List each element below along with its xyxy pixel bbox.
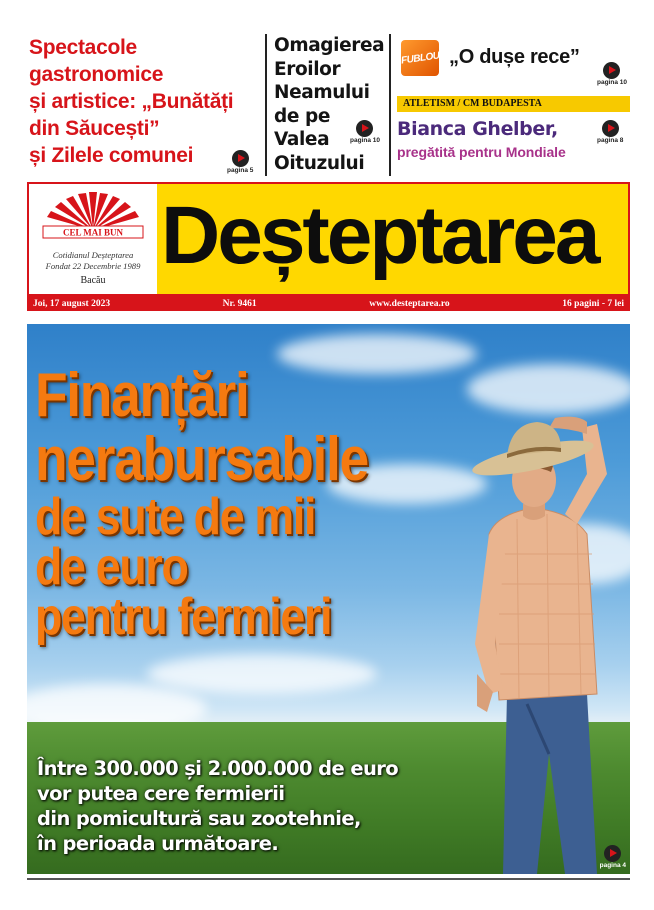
teaser-dus-rece[interactable]: „O dușe rece” (449, 46, 580, 68)
teaser-right (397, 32, 630, 178)
page-ref-oituz[interactable] (350, 120, 380, 145)
play-arrow-icon (602, 120, 619, 137)
logo-text: CEL MAI BUN (62, 227, 124, 238)
hero-sub-line: din pomicultură sau zootehnie, (37, 807, 361, 830)
page-ref-label: pagina 10 (597, 79, 627, 86)
hero-headline-line: pentru fermieri (35, 588, 332, 646)
teaser-bianca-subline[interactable]: pregătită pentru Mondiale (397, 144, 566, 160)
newspaper-title[interactable]: Deșteptarea (161, 190, 598, 281)
farmer-illustration (437, 394, 627, 874)
city-label: Bacău (80, 275, 106, 286)
issue-number: Nr. 9461 (222, 298, 257, 309)
hero-story[interactable] (27, 324, 630, 874)
play-arrow-icon (604, 845, 621, 862)
issue-date: Joi, 17 august 2023 (33, 298, 111, 309)
hero-sub-line: Între 300.000 și 2.000.000 de euro (37, 757, 399, 780)
teaser-saucesti-line: și artistice: „Bunătăți (29, 90, 234, 113)
hero-headline-line: de sute de mii (35, 488, 316, 546)
hero-headline-line: de euro (35, 538, 188, 596)
sunburst-logo-icon (36, 190, 150, 248)
website-link[interactable]: www.desteptarea.ro (369, 298, 450, 309)
page-ref-label: pagina 5 (227, 167, 254, 174)
page-ref-saucesti[interactable] (227, 150, 253, 175)
hero-subheadline (37, 756, 398, 856)
page-ref-label: pagina 4 (599, 862, 626, 869)
fublou-logo-text: FUBLOU (400, 49, 440, 67)
hero-headline (35, 361, 422, 646)
caption-line: Fondat 22 Decembrie 1989 (45, 260, 141, 271)
teaser-oituz-line: Valea (274, 129, 330, 150)
teaser-oituz-line: Eroilor (274, 58, 341, 80)
masthead-title-area (157, 184, 628, 294)
teaser-saucesti[interactable] (29, 34, 261, 169)
teaser-strip (27, 30, 630, 180)
masthead (27, 182, 630, 296)
masthead-logo-area (29, 184, 157, 294)
hero-sub-line: vor putea cere fermierii (37, 782, 285, 805)
teaser-oituz-line: de pe (274, 105, 331, 127)
fublou-logo (401, 40, 439, 76)
page-ref-dus[interactable] (597, 62, 627, 87)
teaser-saucesti-line: Spectacole (29, 36, 137, 59)
issue-info-bar (27, 296, 630, 311)
teaser-oituz-line: Omagierea (274, 35, 385, 56)
page-ref-label: pagina 10 (350, 137, 380, 144)
teaser-oituz-line: Oituzului (274, 152, 365, 174)
play-arrow-icon (603, 62, 620, 79)
hero-headline-line: Finanțări (35, 361, 249, 430)
teaser-saucesti-line: și Zilele comunei (29, 144, 194, 167)
teaser-saucesti-line: din Săucești” (29, 117, 160, 140)
pages-price: 16 pagini - 7 lei (562, 298, 624, 309)
teaser-saucesti-line: gastronomice (29, 63, 164, 86)
bottom-rule (27, 878, 630, 880)
hero-sub-line: în perioada următoare. (37, 832, 279, 855)
logo-caption (29, 250, 157, 271)
section-category: ATLETISM / CM BUDAPESTA (397, 96, 630, 112)
play-arrow-icon (232, 150, 249, 167)
cloud (147, 654, 377, 694)
hero-headline-line: nerabursabile (35, 425, 368, 494)
teaser-oituz[interactable] (274, 34, 394, 175)
page-ref-label: pagina 8 (597, 137, 624, 144)
teaser-oituz-line: Neamului (274, 82, 370, 103)
column-divider (389, 34, 391, 176)
page-ref-bianca[interactable] (597, 120, 623, 145)
teaser-bianca-name[interactable]: Bianca Ghelber, (397, 118, 558, 140)
page-ref-hero[interactable] (600, 845, 626, 870)
column-divider (265, 34, 267, 176)
play-arrow-icon (356, 120, 373, 137)
caption-line: Cotidianul Deșteptarea (52, 250, 134, 260)
